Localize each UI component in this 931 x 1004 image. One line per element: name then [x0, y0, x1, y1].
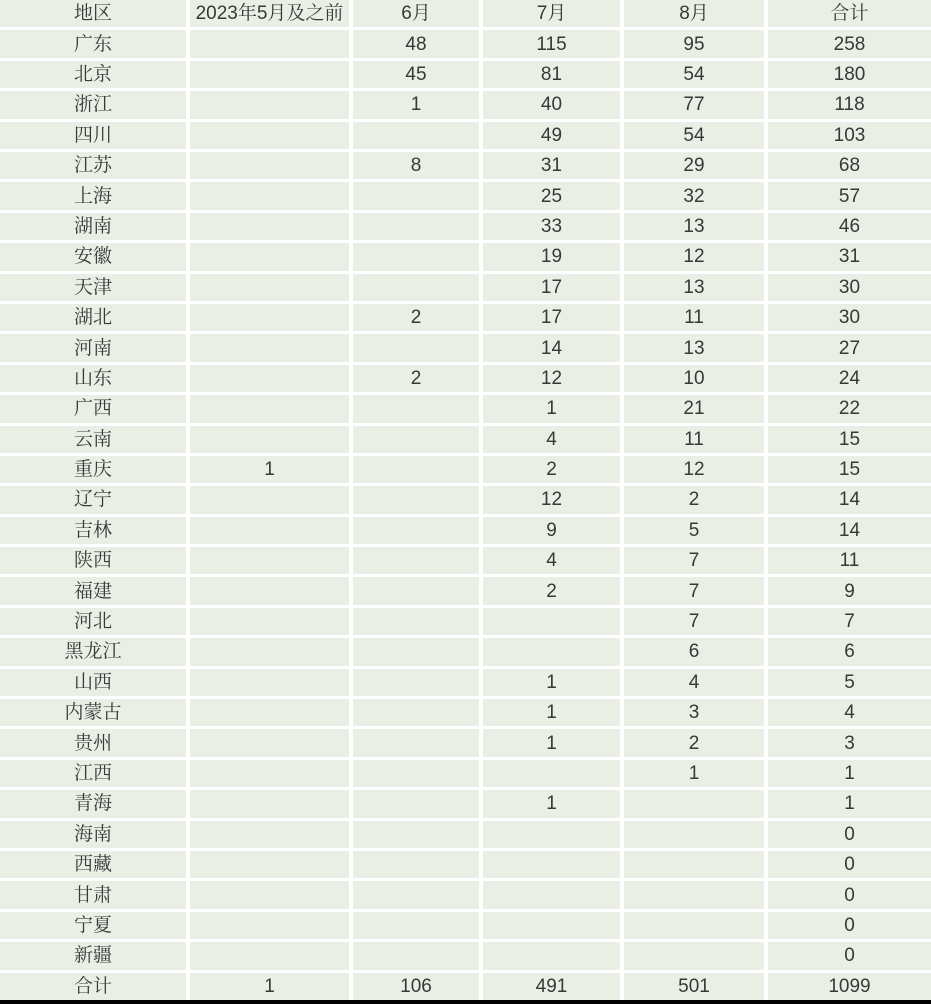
value-cell	[190, 152, 349, 179]
region-label: 江苏	[0, 152, 186, 179]
value-cell: 1	[353, 91, 479, 118]
header-cell-1: 2023年5月及之前	[190, 0, 349, 27]
value-cell: 1	[483, 790, 620, 817]
value-cell	[353, 426, 479, 453]
region-label: 福建	[0, 577, 186, 604]
value-cell: 1	[483, 669, 620, 696]
value-cell	[353, 608, 479, 635]
value-cell	[624, 942, 764, 969]
value-cell: 81	[483, 61, 620, 88]
value-cell: 1	[483, 699, 620, 726]
value-cell	[624, 851, 764, 878]
value-cell: 95	[624, 30, 764, 57]
total-value-cell: 106	[353, 973, 479, 1000]
value-cell: 4	[483, 426, 620, 453]
value-cell: 3	[768, 729, 931, 756]
value-cell: 12	[483, 365, 620, 392]
value-cell	[483, 760, 620, 787]
value-cell	[190, 304, 349, 331]
value-cell	[353, 942, 479, 969]
value-cell	[483, 821, 620, 848]
value-cell: 5	[624, 517, 764, 544]
value-cell: 29	[624, 152, 764, 179]
value-cell: 7	[624, 547, 764, 574]
value-cell: 15	[768, 426, 931, 453]
value-cell: 15	[768, 456, 931, 483]
value-cell	[190, 395, 349, 422]
value-cell	[483, 608, 620, 635]
value-cell	[353, 182, 479, 209]
value-cell: 30	[768, 304, 931, 331]
region-label: 安徽	[0, 243, 186, 270]
region-label: 天津	[0, 274, 186, 301]
total-value-cell: 491	[483, 973, 620, 1000]
value-cell	[353, 577, 479, 604]
bottom-border	[0, 1000, 931, 1004]
value-cell: 7	[624, 608, 764, 635]
value-cell: 9	[483, 517, 620, 544]
region-label: 云南	[0, 426, 186, 453]
value-cell	[353, 395, 479, 422]
value-cell	[190, 669, 349, 696]
value-cell: 10	[624, 365, 764, 392]
value-cell: 0	[768, 881, 931, 908]
value-cell: 48	[353, 30, 479, 57]
value-cell	[190, 91, 349, 118]
value-cell: 1	[768, 760, 931, 787]
header-cell-5: 合计	[768, 0, 931, 27]
region-label: 湖南	[0, 213, 186, 240]
value-cell: 14	[768, 486, 931, 513]
value-cell: 14	[768, 517, 931, 544]
value-cell	[353, 274, 479, 301]
value-cell: 13	[624, 274, 764, 301]
value-cell	[624, 881, 764, 908]
value-cell	[190, 577, 349, 604]
value-cell: 12	[624, 243, 764, 270]
value-cell: 4	[483, 547, 620, 574]
value-cell	[483, 881, 620, 908]
value-cell: 6	[768, 638, 931, 665]
value-cell	[483, 851, 620, 878]
region-label: 浙江	[0, 91, 186, 118]
value-cell: 1	[483, 395, 620, 422]
region-label: 甘肃	[0, 881, 186, 908]
value-cell: 33	[483, 213, 620, 240]
value-cell	[624, 790, 764, 817]
value-cell	[190, 790, 349, 817]
value-cell	[190, 365, 349, 392]
value-cell: 2	[353, 304, 479, 331]
value-cell: 49	[483, 122, 620, 149]
value-cell	[190, 213, 349, 240]
value-cell: 30	[768, 274, 931, 301]
value-cell	[353, 638, 479, 665]
value-cell: 0	[768, 821, 931, 848]
region-label: 江西	[0, 760, 186, 787]
value-cell: 21	[624, 395, 764, 422]
value-cell: 57	[768, 182, 931, 209]
value-cell: 25	[483, 182, 620, 209]
value-cell: 11	[624, 304, 764, 331]
region-label: 西藏	[0, 851, 186, 878]
value-cell	[353, 790, 479, 817]
value-cell: 68	[768, 152, 931, 179]
value-cell	[483, 638, 620, 665]
value-cell: 2	[624, 486, 764, 513]
value-cell: 46	[768, 213, 931, 240]
value-cell: 54	[624, 61, 764, 88]
value-cell: 11	[768, 547, 931, 574]
value-cell	[190, 426, 349, 453]
value-cell: 19	[483, 243, 620, 270]
value-cell: 32	[624, 182, 764, 209]
value-cell: 31	[483, 152, 620, 179]
value-cell: 1	[624, 760, 764, 787]
total-value-cell: 501	[624, 973, 764, 1000]
region-label: 北京	[0, 61, 186, 88]
value-cell	[190, 243, 349, 270]
value-cell: 2	[353, 365, 479, 392]
total-value-cell: 1	[190, 973, 349, 1000]
value-cell: 115	[483, 30, 620, 57]
value-cell: 0	[768, 912, 931, 939]
value-cell	[353, 547, 479, 574]
header-cell-4: 8月	[624, 0, 764, 27]
value-cell: 9	[768, 577, 931, 604]
value-cell	[190, 517, 349, 544]
value-cell: 40	[483, 91, 620, 118]
value-cell	[190, 912, 349, 939]
value-cell: 31	[768, 243, 931, 270]
value-cell	[624, 912, 764, 939]
value-cell	[190, 821, 349, 848]
value-cell: 17	[483, 304, 620, 331]
value-cell: 77	[624, 91, 764, 118]
value-cell: 1	[190, 456, 349, 483]
value-cell	[353, 669, 479, 696]
region-label: 陕西	[0, 547, 186, 574]
value-cell	[190, 608, 349, 635]
value-cell	[353, 517, 479, 544]
region-label: 河北	[0, 608, 186, 635]
value-cell	[353, 912, 479, 939]
value-cell: 1	[483, 729, 620, 756]
value-cell	[190, 851, 349, 878]
value-cell: 12	[624, 456, 764, 483]
value-cell: 11	[624, 426, 764, 453]
value-cell	[353, 243, 479, 270]
value-cell: 1	[768, 790, 931, 817]
value-cell: 4	[768, 699, 931, 726]
region-label: 重庆	[0, 456, 186, 483]
value-cell	[353, 456, 479, 483]
region-label: 湖北	[0, 304, 186, 331]
value-cell: 0	[768, 851, 931, 878]
value-cell: 24	[768, 365, 931, 392]
value-cell	[353, 699, 479, 726]
value-cell	[190, 942, 349, 969]
value-cell	[190, 881, 349, 908]
value-cell: 0	[768, 942, 931, 969]
region-label: 吉林	[0, 517, 186, 544]
value-cell	[190, 274, 349, 301]
value-cell: 180	[768, 61, 931, 88]
value-cell: 17	[483, 274, 620, 301]
value-cell	[190, 699, 349, 726]
value-cell	[190, 760, 349, 787]
value-cell: 13	[624, 334, 764, 361]
value-cell	[190, 547, 349, 574]
value-cell	[353, 760, 479, 787]
value-cell	[353, 851, 479, 878]
region-label: 山东	[0, 365, 186, 392]
value-cell: 258	[768, 30, 931, 57]
value-cell: 2	[483, 577, 620, 604]
region-label: 山西	[0, 669, 186, 696]
region-label: 海南	[0, 821, 186, 848]
value-cell	[190, 638, 349, 665]
value-cell	[190, 61, 349, 88]
value-cell: 13	[624, 213, 764, 240]
value-cell: 2	[624, 729, 764, 756]
value-cell	[190, 486, 349, 513]
region-label: 广西	[0, 395, 186, 422]
region-label: 贵州	[0, 729, 186, 756]
region-label: 新疆	[0, 942, 186, 969]
header-cell-0: 地区	[0, 0, 186, 27]
value-cell: 7	[624, 577, 764, 604]
value-cell: 12	[483, 486, 620, 513]
value-cell: 14	[483, 334, 620, 361]
value-cell: 54	[624, 122, 764, 149]
value-cell: 5	[768, 669, 931, 696]
region-label: 四川	[0, 122, 186, 149]
total-row-label: 合计	[0, 973, 186, 1000]
value-cell: 4	[624, 669, 764, 696]
value-cell: 27	[768, 334, 931, 361]
value-cell: 103	[768, 122, 931, 149]
value-cell: 7	[768, 608, 931, 635]
total-value-cell: 1099	[768, 973, 931, 1000]
header-cell-3: 7月	[483, 0, 620, 27]
region-label: 广东	[0, 30, 186, 57]
value-cell: 118	[768, 91, 931, 118]
value-cell	[353, 729, 479, 756]
value-cell	[190, 334, 349, 361]
region-label: 内蒙古	[0, 699, 186, 726]
value-cell	[483, 912, 620, 939]
value-cell: 45	[353, 61, 479, 88]
value-cell: 6	[624, 638, 764, 665]
region-label: 青海	[0, 790, 186, 817]
value-cell	[624, 821, 764, 848]
region-label: 黑龙江	[0, 638, 186, 665]
region-label: 河南	[0, 334, 186, 361]
value-cell	[353, 122, 479, 149]
value-cell	[190, 30, 349, 57]
value-cell	[190, 122, 349, 149]
value-cell	[483, 942, 620, 969]
value-cell: 22	[768, 395, 931, 422]
value-cell	[353, 213, 479, 240]
value-cell: 8	[353, 152, 479, 179]
region-label: 上海	[0, 182, 186, 209]
value-cell	[353, 821, 479, 848]
value-cell: 2	[483, 456, 620, 483]
region-label: 辽宁	[0, 486, 186, 513]
value-cell	[353, 334, 479, 361]
value-cell	[190, 182, 349, 209]
value-cell: 3	[624, 699, 764, 726]
value-cell	[353, 881, 479, 908]
value-cell	[190, 729, 349, 756]
value-cell	[353, 486, 479, 513]
header-cell-2: 6月	[353, 0, 479, 27]
region-label: 宁夏	[0, 912, 186, 939]
